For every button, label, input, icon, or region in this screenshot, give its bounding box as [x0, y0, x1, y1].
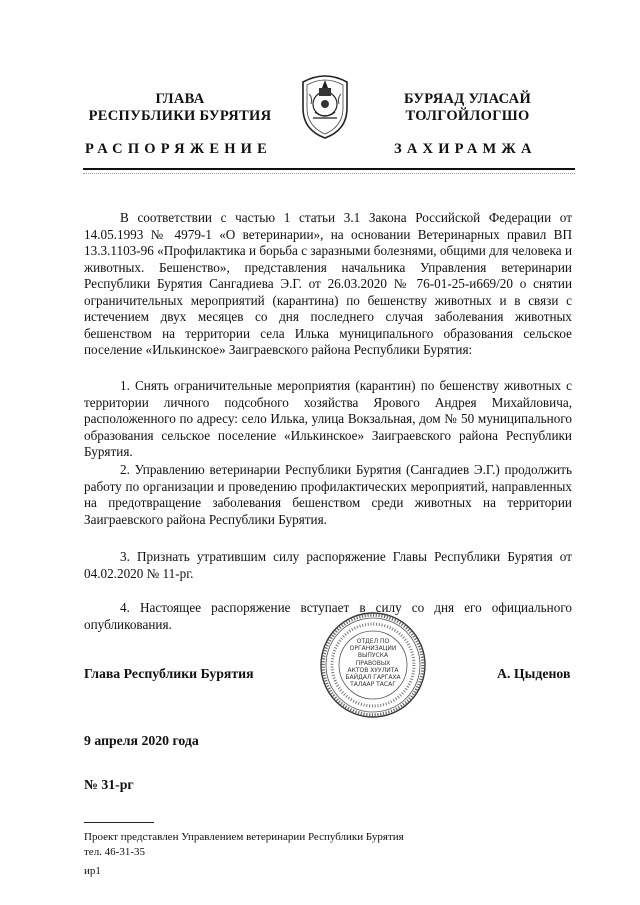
footer-code: ир1: [84, 865, 101, 877]
item-2-text: 2. Управлению ветеринарии Республики Бурятия (Сангадиев Э.Г.) продолжить работу по организации и проведению профилактических мероприятий, направленных на предотвращение заболевания бешенством среди животных на территории Заиграевского района Республики Бурятия.: [84, 462, 572, 527]
footer-rule: [84, 822, 154, 823]
header-left-line2: РЕСПУБЛИКИ БУРЯТИЯ: [88, 108, 272, 124]
header-right: [365, 91, 570, 125]
doc-type-buryat: ЗАХИРАМЖА: [394, 141, 537, 157]
doc-type-russian: РАСПОРЯЖЕНИЕ: [85, 141, 273, 157]
preamble-text: В соответствии с частью 1 статьи 3.1 Закона Российской Федерации от 14.05.1993 № 4979-1 «О ветеринарии», на основании Ветеринарных правил ВП 13.3.1103-96 «Профилактика и борьба с заразными болезнями, общими для человека и животных. Бешенство», представления начальника Управления ветеринарии Республики Бурятия Сангадиева Э.Г. от 26.03.2020 № 76-01-25-и669/20 о снятии ограничительных мероприятий (карантина) по бешенству животных и в связи с истечением двух месяцев со дня последнего случая заболевания животных бешенством на территории села Илька муниципального образования сельское поселение «Илькинское» Заиграевского района Республики Бурятия:: [84, 210, 572, 357]
signature-position: Глава Республики Бурятия: [84, 666, 254, 681]
header-left-line1: ГЛАВА: [155, 91, 205, 107]
item-1-paragraph: [84, 378, 572, 461]
document-number: № 31-рг: [84, 777, 134, 792]
item-2-paragraph: [84, 462, 572, 528]
coat-of-arms-emblem: [295, 68, 355, 140]
signature-name: А. Цыденов: [497, 666, 571, 681]
document-date: 9 апреля 2020 года: [84, 733, 199, 748]
footer-phone: тел. 46-31-35: [84, 846, 146, 858]
item-3-paragraph: [84, 549, 572, 582]
item-1-text: 1. Снять ограничительные мероприятия (карантин) по бешенству животных с территории личного подсобного хозяйства Ярового Андрея Михайловича, расположенного по адресу: село Илька, улица Вокзальная, дом № 50 муниципального образования сельское поселение «Илькинское» Заиграевского района Республики Бурятия.: [84, 378, 572, 459]
header-right-line2: ТОЛГОЙЛОГШО: [405, 108, 530, 124]
preamble-paragraph: [84, 210, 572, 359]
header-left: [80, 91, 280, 125]
item-3-text: 3. Признать утратившим силу распоряжение Главы Республики Бурятия от 04.02.2020 № 11-рг.: [84, 549, 572, 581]
header-rule-dotted: [83, 173, 575, 174]
item-4-text: 4. Настоящее распоряжение вступает в силу со дня его официального опубликования.: [84, 600, 572, 632]
header-rule-thick: [83, 168, 575, 170]
footer-note: Проект представлен Управлением ветеринарии Республики Бурятия: [84, 831, 404, 843]
header-right-line1: БУРЯАД УЛАСАЙ: [403, 91, 532, 107]
stamp-center-text: ОТДЕЛ ПО ОРГАНИЗАЦИИ ВЫПУСКА ПРАВОВЫХ АКТОВ ХУУЛИТА БАЙДАЛ ГАРГАХА ТАЛААР ТАСАГ: [345, 638, 401, 689]
